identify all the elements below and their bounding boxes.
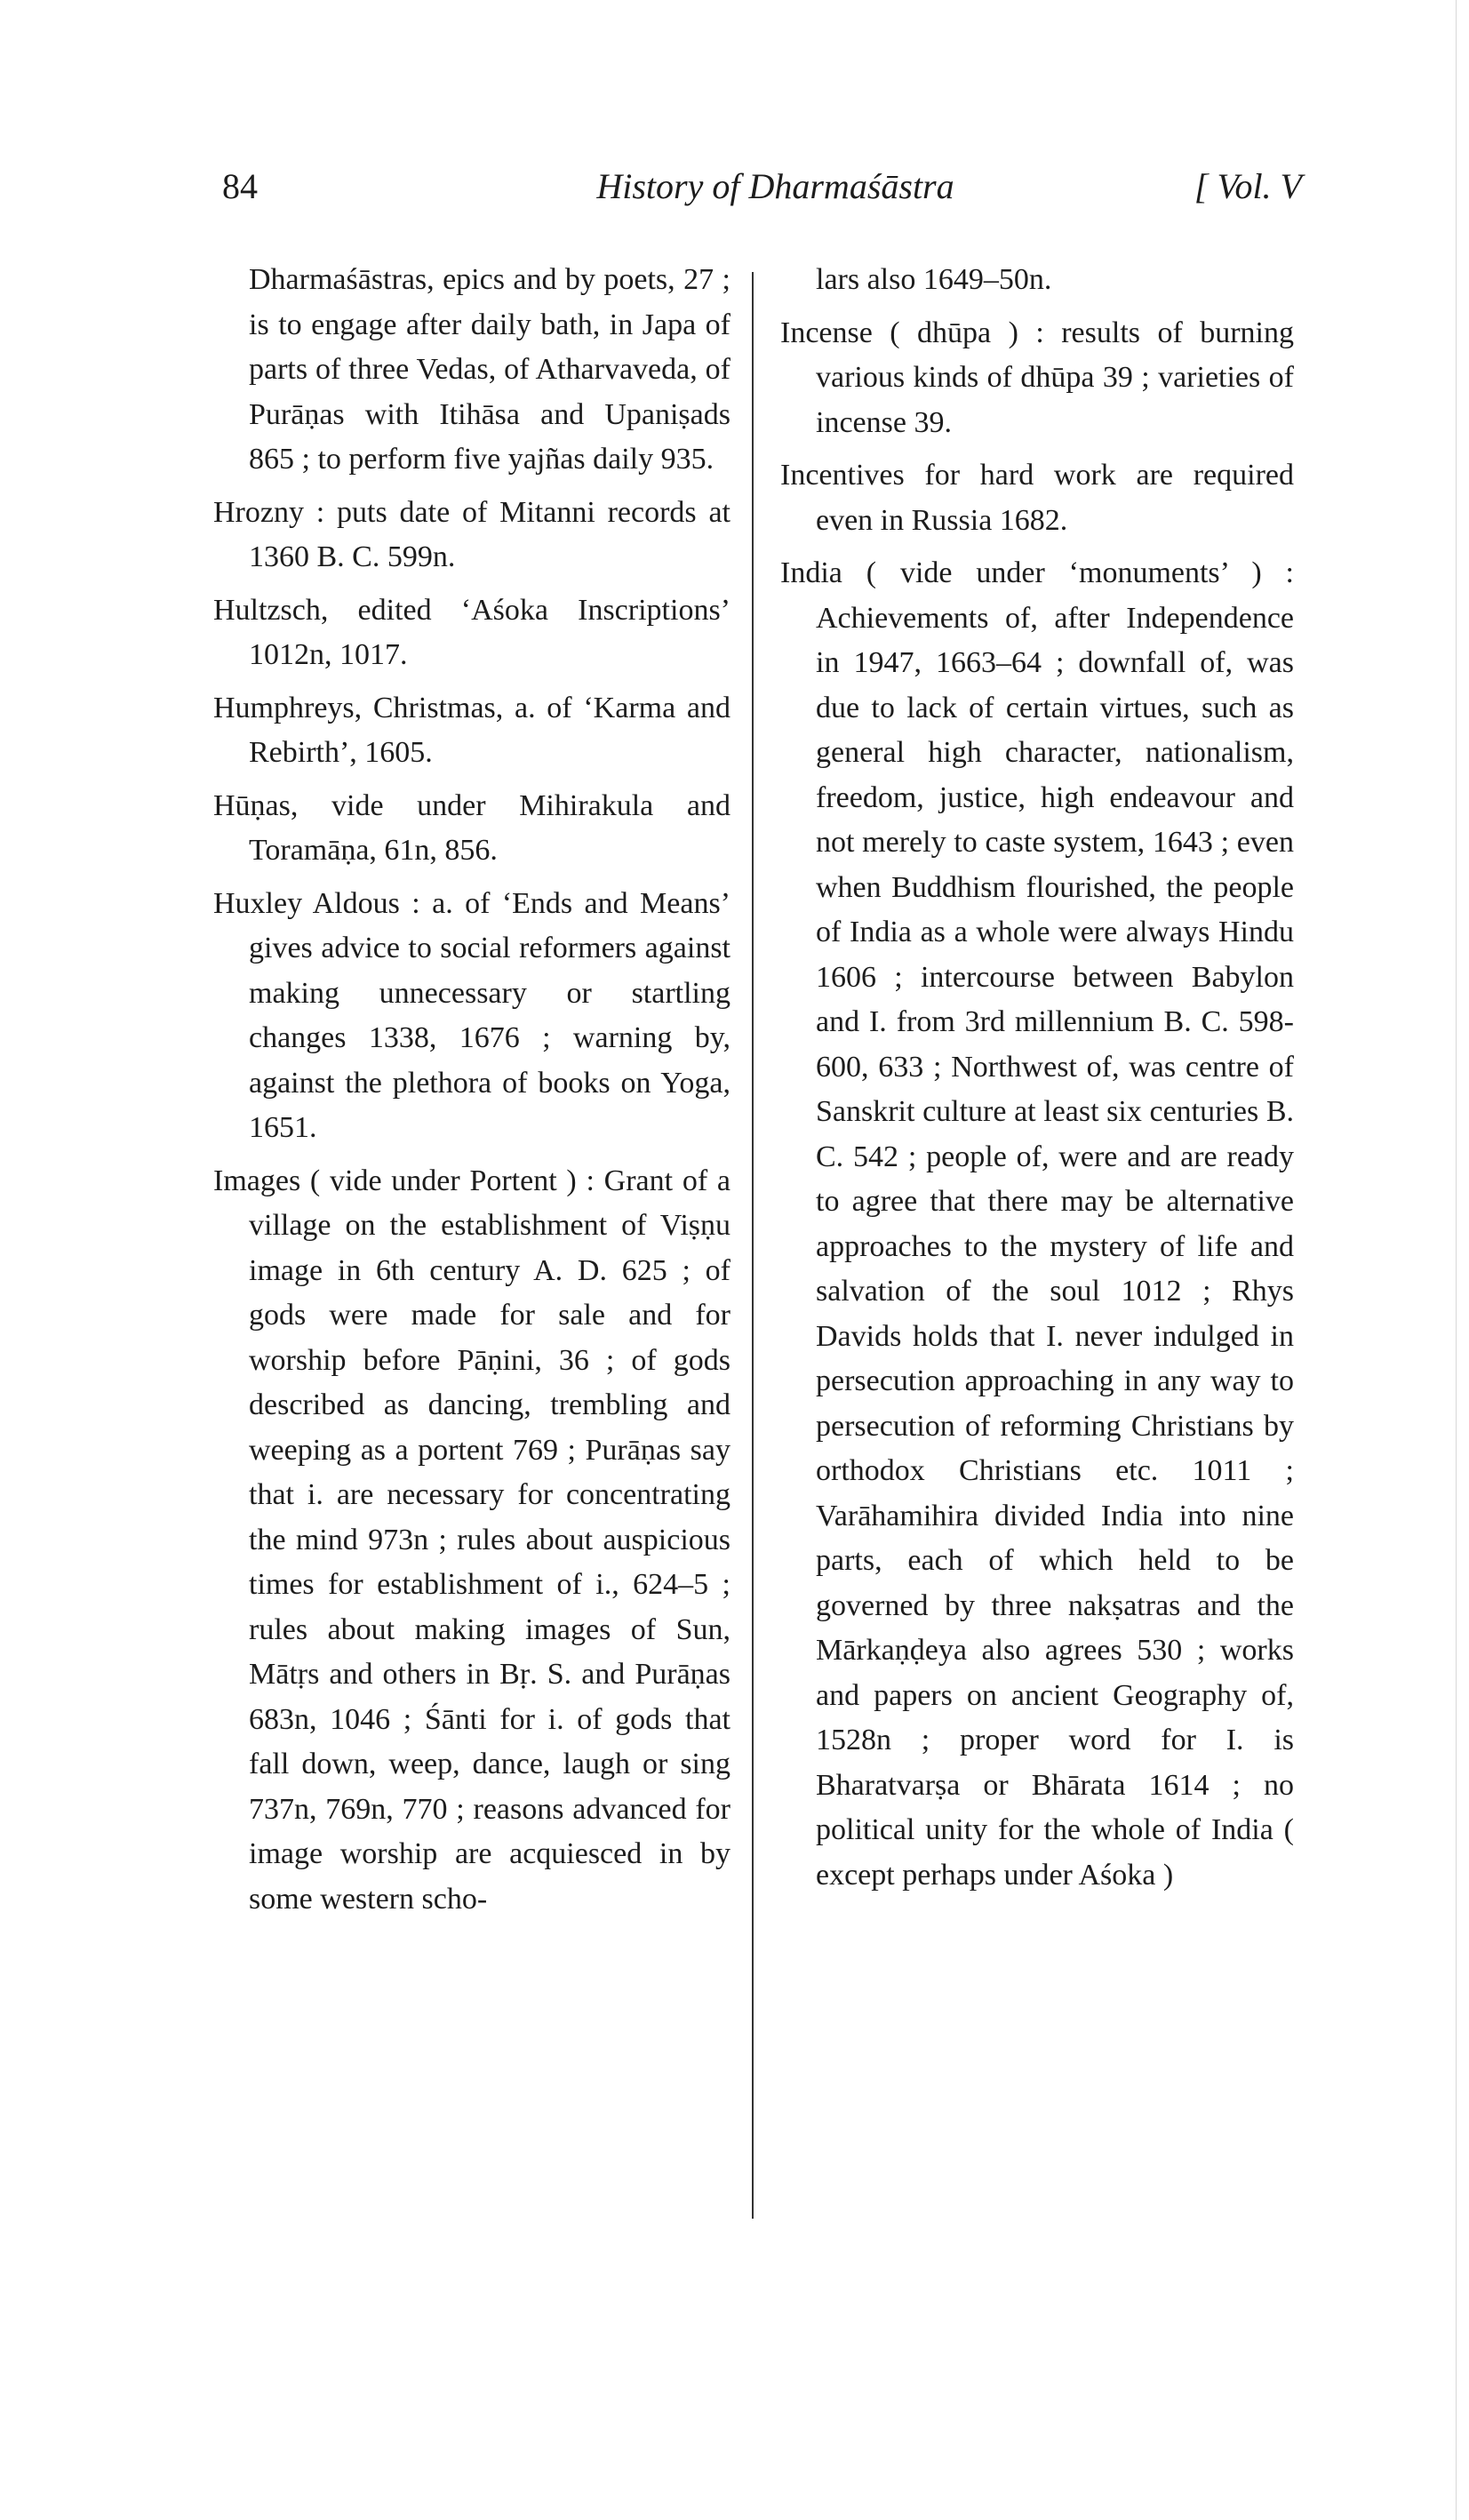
column-divider [752,272,754,2219]
page-edge-line [1456,0,1457,2520]
index-entry: Huxley Aldous : a. of ‘Ends and Means’ gives advice to social reformers against making unnecessary or startling changes 1338, 1676 ; warning by, against the plethora of books on Yoga, 1651. [213,886,731,1144]
index-entry: Incense ( dhūpa ) : results of burning various kinds of dhūpa 39 ; varieties of incense 39. [780,316,1294,439]
index-entry: Hultzsch, edited ‘Aśoka Inscriptions’ 1012n, 1017. [213,593,731,671]
index-entry: Images ( vide under Portent ) : Grant of a village on the establishment of Viṣṇu image in 6th century A. D. 625 ; of gods were made for sale and for worship before Pāṇini, 36 ; of gods described as dancing, trembling and weeping as a portent 769 ; Purāṇas say that i. are necessary for concentrating the mind 973n ; rules about auspicious times for establishment of i., 624–5 ; rules about making images of Sun, Mātṛs and others in Bṛ. S. and Purāṇas 683n, 1046 ; Śānti for i. of gods that fall down, weep, dance, laugh or sing 737n, 769n, 770 ; reasons advanced for image worship are acquiesced in by some western scho- [213,1164,731,1916]
index-entry: Humphreys, Christmas, a. of ‘Karma and Rebirth’, 1605. [213,691,731,769]
index-entry: India ( vide under ‘monuments’ ) : Achievements of, after Independence in 1947, 1663–64 ; downfall of, was due to lack of certain virtues, such as general high character, nationalism, freedom, justice, high endeavour and not merely to caste system, 1643 ; even when Buddhism flourished, the people of India as a whole were always Hindu 1606 ; intercourse between Babylon and I. from 3rd millennium B. C. 598-600, 633 ; Northwest of, was centre of Sanskrit culture at least six centuries B. C. 542 ; people of, were and are ready to agree that there may be alternative approaches to the mystery of life and salvation of the soul 1012 ; Rhys Davids holds that I. never indulged in persecution approaching in any way to persecution of reforming Christians by orthodox Christians etc. 1011 ; Varāhamihira divided India into nine parts, each of which held to be governed by three nakṣatras and the Mārkaṇḍeya also agrees 530 ; works and papers on ancient Geography of, 1528n ; proper word for I. is Bharatvarṣa or Bhārata 1614 ; no political unity for the whole of India ( except perhaps under Aśoka ) [780,556,1294,1892]
index-entry: Dharmaśāstras, epics and by poets, 27 ; is to engage after daily bath, in Japa of parts of three Vedas, of Atharvaveda, of Purāṇas with Itihāsa and Upaniṣads 865 ; to perform five yajñas daily 935. [249,263,731,476]
running-title: History of Dharmaśāstra [596,166,954,206]
index-entry: Incentives for hard work are required even in Russia 1682. [780,459,1294,537]
volume-label: [ Vol. V [1194,166,1302,206]
index-entry: Hrozny : puts date of Mitanni records at 1360 B. C. 599n. [213,495,731,573]
index-entry: Hūṇas, vide under Mihirakula and Toramāṇa, 61n, 856. [213,788,731,867]
running-header [222,165,1302,219]
right-column [780,258,1294,1906]
left-column [213,258,731,1930]
index-entry: lars also 1649–50n. [816,263,1052,296]
page-number: 84 [222,166,258,206]
